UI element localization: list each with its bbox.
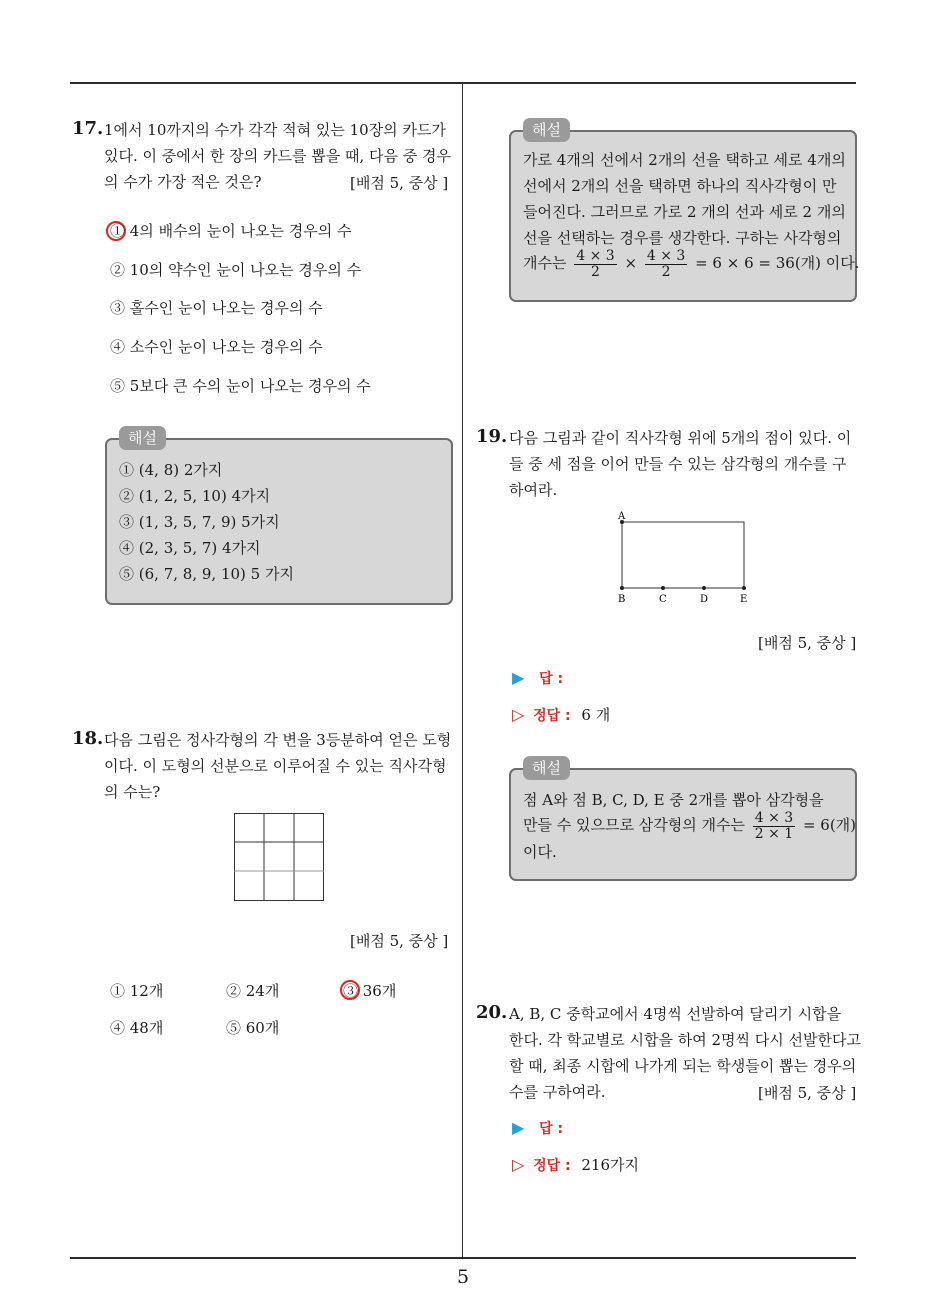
explanation-line: 가로 4개의 선에서 2개의 선을 택하고 세로 4개의 xyxy=(523,151,846,169)
point-b xyxy=(620,586,624,590)
question-17-text-line: 의 수가 가장 적은 것은? xyxy=(104,173,262,191)
explanation-line: ② (1, 2, 5, 10) 4가지 xyxy=(119,487,271,505)
formula-suffix: = 6(개) xyxy=(802,816,857,834)
question-17-text-line: 1에서 10까지의 수가 각각 적혀 있는 10장의 카드가 xyxy=(104,121,446,139)
explanation-line: ① (4, 8) 2가지 xyxy=(119,461,223,479)
explanation-tag: 해설 xyxy=(523,118,570,142)
column-divider xyxy=(462,84,463,1257)
question-20-number: 20. xyxy=(476,1002,508,1023)
question-17-points: [배점 5, 중상 ] xyxy=(350,174,449,192)
explanation-tag: 해설 xyxy=(119,426,166,450)
question-17-choice-1[interactable]: ① 4의 배수의 눈이 나오는 경우의 수 xyxy=(110,222,352,240)
explanation-formula xyxy=(523,810,856,842)
question-20-answer-line xyxy=(512,1118,563,1138)
question-17-choice-3[interactable]: ③ 홀수인 눈이 나오는 경우의 수 xyxy=(110,299,323,317)
point-c xyxy=(661,586,665,590)
question-20-text-line: 할 때, 최종 시합에 나가게 되는 학생들이 뽑는 경우의 xyxy=(509,1057,857,1075)
question-19-correct-answer xyxy=(512,704,610,725)
fraction-denominator: 2 xyxy=(661,263,671,280)
question-20-text-line: A, B, C 중학교에서 4명씩 선발하여 달리기 시합을 xyxy=(509,1005,842,1023)
point-label-c: C xyxy=(659,594,667,605)
question-18-choice-1[interactable]: ① 12개 xyxy=(110,982,164,1000)
fraction xyxy=(574,249,616,280)
question-17-text-line: 있다. 이 중에서 한 장의 카드를 뽑을 때, 다음 중 경우 xyxy=(104,147,452,165)
question-19-answer-line xyxy=(512,668,563,688)
fraction xyxy=(753,811,795,842)
correct-answer-value: 6 개 xyxy=(581,706,611,724)
explanation-line: ④ (2, 3, 5, 7) 4가지 xyxy=(119,539,261,557)
top-rule xyxy=(70,82,856,84)
question-20-correct-answer xyxy=(512,1154,639,1175)
times-sign: × xyxy=(624,254,638,272)
question-20-text-line: 한다. 각 학교별로 시합을 하여 2명씩 다시 선발한다고 xyxy=(509,1031,861,1049)
question-18-explanation-box xyxy=(509,121,860,302)
answer-label: 답 : xyxy=(539,671,564,687)
question-17-choice-4[interactable]: ④ 소수인 눈이 나오는 경우의 수 xyxy=(110,338,323,356)
question-18-text-line: 다음 그림은 정사각형의 각 변을 3등분하여 얻은 도형 xyxy=(104,731,452,749)
correct-arrow-icon: ▷ xyxy=(512,1155,525,1174)
answer-label: 답 : xyxy=(539,1121,564,1137)
point-e xyxy=(742,586,746,590)
correct-arrow-icon: ▷ xyxy=(512,705,525,724)
point-d xyxy=(702,586,706,590)
explanation-line: 들어진다. 그러므로 가로 2 개의 선과 세로 2 개의 xyxy=(523,203,846,221)
question-18-choice-5[interactable]: ⑤ 60개 xyxy=(226,1019,280,1037)
question-19-points: [배점 5, 중상 ] xyxy=(758,634,857,652)
question-18-points: [배점 5, 중상 ] xyxy=(350,932,449,950)
explanation-formula xyxy=(523,248,860,280)
three-by-three-grid-figure xyxy=(234,813,324,901)
question-18-number: 18. xyxy=(72,728,104,749)
point-label-b: B xyxy=(618,594,626,605)
explanation-line: ⑤ (6, 7, 8, 9, 10) 5 가지 xyxy=(119,565,294,583)
question-17-explanation-box xyxy=(105,429,453,605)
fraction-numerator: 4 × 3 xyxy=(754,809,794,826)
question-18-choice-3[interactable]: ③ 36개 xyxy=(343,982,397,1000)
fraction-numerator: 4 × 3 xyxy=(576,247,615,264)
explanation-line: 선을 선택하는 경우를 생각한다. 구하는 사각형의 xyxy=(523,229,842,247)
page-number: 5 xyxy=(456,1266,470,1288)
answer-arrow-icon: ▶ xyxy=(512,668,525,687)
question-19-text-line: 들 중 세 점을 이어 만들 수 있는 삼각형의 개수를 구 xyxy=(509,455,847,473)
explanation-line: 이다. xyxy=(523,843,557,861)
question-18-choice-2[interactable]: ② 24개 xyxy=(226,982,280,1000)
formula-suffix: = 6 × 6 = 36(개) 이다. xyxy=(695,254,860,272)
rectangle-with-points-figure xyxy=(612,508,762,608)
correct-label: 정답 : xyxy=(533,1158,571,1174)
question-17-choice-2[interactable]: ② 10의 약수인 눈이 나오는 경우의 수 xyxy=(110,261,362,279)
question-18-text-line: 이다. 이 도형의 선분으로 이루어질 수 있는 직사각형 xyxy=(104,757,447,775)
fraction-numerator: 4 × 3 xyxy=(646,247,686,264)
question-19-explanation-box xyxy=(509,759,857,881)
question-17-choice-5[interactable]: ⑤ 5보다 큰 수의 눈이 나오는 경우의 수 xyxy=(110,377,371,395)
question-19-number: 19. xyxy=(476,426,508,447)
explanation-tag: 해설 xyxy=(523,756,570,780)
question-17-number: 17. xyxy=(72,118,104,139)
fraction xyxy=(645,249,687,280)
question-20-points: [배점 5, 중상 ] xyxy=(758,1084,857,1102)
point-label-e: E xyxy=(740,594,748,605)
correct-answer-value: 216가지 xyxy=(581,1156,640,1174)
formula-prefix: 개수는 xyxy=(523,254,567,272)
question-19-text-line: 하여라. xyxy=(509,481,558,499)
fraction-denominator: 2 × 1 xyxy=(754,825,794,842)
correct-label: 정답 : xyxy=(533,708,571,724)
explanation-line: 선에서 2개의 선을 택하면 하나의 직사각형이 만 xyxy=(523,177,837,195)
explanation-line: 점 A와 점 B, C, D, E 중 2개를 뽑아 삼각형을 xyxy=(523,791,824,809)
question-18-text-line: 의 수는? xyxy=(104,783,161,801)
point-label-a: A xyxy=(618,511,626,522)
answer-arrow-icon: ▶ xyxy=(512,1118,525,1137)
bottom-rule xyxy=(70,1257,856,1259)
question-20-text-line: 수를 구하여라. xyxy=(509,1083,606,1101)
question-18-choice-4[interactable]: ④ 48개 xyxy=(110,1019,164,1037)
explanation-line: ③ (1, 3, 5, 7, 9) 5가지 xyxy=(119,513,280,531)
fraction-denominator: 2 xyxy=(591,263,600,280)
formula-prefix: 만들 수 있으므로 삼각형의 개수는 xyxy=(523,816,745,834)
point-label-d: D xyxy=(700,594,709,605)
question-19-text-line: 다음 그림과 같이 직사각형 위에 5개의 점이 있다. 이 xyxy=(509,429,852,447)
